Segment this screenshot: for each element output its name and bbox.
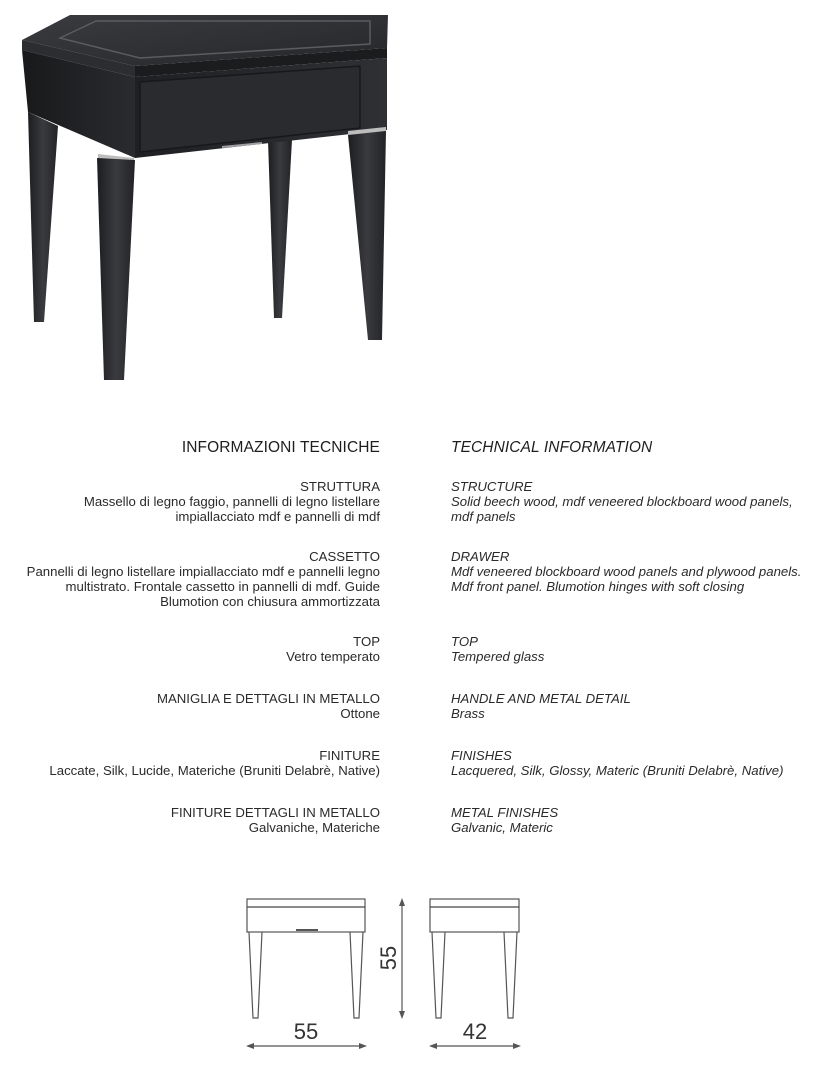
drawer-front (140, 66, 360, 152)
arrowhead (359, 1043, 367, 1049)
section-text: Blumotion con chiusura ammortizzata (160, 594, 380, 609)
section-top-it (286, 634, 380, 664)
section-text: Pannelli di legno listellare impiallacciato mdf e pannelli legno (26, 564, 380, 579)
section-text: multistrato. Frontale cassetto in pannelli di mdf. Guide (65, 579, 380, 594)
section-text: Mdf veneered blockboard wood panels and plywood panels. (451, 564, 802, 579)
section-metal-finishes-en (451, 805, 558, 835)
height-label: 55 (376, 945, 401, 971)
section-text: Massello di legno faggio, pannelli di legno listellare (83, 494, 380, 509)
section-title: STRUTTURA (300, 479, 380, 494)
section-handle-it (157, 691, 380, 721)
section-text: mdf panels (451, 509, 516, 524)
section-text: impiallacciato mdf e pannelli di mdf (175, 509, 380, 524)
arrowhead (246, 1043, 254, 1049)
width-label: 55 (293, 1019, 319, 1044)
section-title: TOP (353, 634, 380, 649)
section-text: Laccate, Silk, Lucide, Materiche (Bruniti Delabrè, Native) (49, 763, 380, 778)
arrowhead (399, 898, 405, 906)
section-text: Galvanic, Materic (451, 820, 553, 835)
front-left-leg (97, 158, 135, 380)
heading-it: INFORMAZIONI TECNICHE (181, 439, 380, 456)
section-title: FINITURE DETTAGLI IN METALLO (170, 805, 380, 820)
product-photo (0, 0, 420, 420)
section-text: Galvaniche, Materiche (248, 820, 380, 835)
section-title: STRUCTURE (451, 479, 533, 494)
section-top-en (451, 634, 544, 664)
arrowhead (513, 1043, 521, 1049)
section-metal-finishes-it (171, 805, 380, 835)
section-title: HANDLE AND METAL DETAIL (451, 691, 631, 706)
back-right-leg (268, 140, 292, 318)
front-right-leg (348, 131, 386, 340)
section-text: Solid beech wood, mdf veneered blockboard wood panels, (451, 494, 793, 509)
arrowhead (429, 1043, 437, 1049)
section-text: Vetro temperato (286, 649, 380, 664)
dimension-drawing (230, 885, 540, 1055)
section-drawer-en (451, 549, 801, 594)
heading-en: TECHNICAL INFORMATION (451, 439, 653, 456)
section-title: DRAWER (451, 549, 510, 564)
section-structure-it (84, 479, 380, 524)
side-view (430, 899, 519, 1018)
section-drawer-it (27, 549, 380, 609)
section-text: Lacquered, Silk, Glossy, Materic (Bruniti Delabrè, Native) (451, 763, 784, 778)
section-title: TOP (451, 634, 478, 649)
section-structure-en (451, 479, 793, 524)
section-text: Brass (451, 706, 485, 721)
depth-label: 42 (462, 1019, 488, 1044)
back-left-leg (28, 112, 58, 322)
section-text: Tempered glass (451, 649, 545, 664)
arrowhead (399, 1011, 405, 1019)
section-finishes-it (49, 748, 380, 778)
section-handle-en (451, 691, 631, 721)
section-text: Ottone (340, 706, 380, 721)
section-title: FINISHES (451, 748, 512, 763)
section-text: Mdf front panel. Blumotion hinges with soft closing (451, 579, 745, 594)
section-title: MANIGLIA E DETTAGLI IN METALLO (156, 691, 380, 706)
front-view (247, 899, 365, 1018)
section-title: METAL FINISHES (451, 805, 559, 820)
section-title: CASSETTO (309, 549, 380, 564)
section-finishes-en (451, 748, 784, 778)
section-title: FINITURE (319, 748, 380, 763)
